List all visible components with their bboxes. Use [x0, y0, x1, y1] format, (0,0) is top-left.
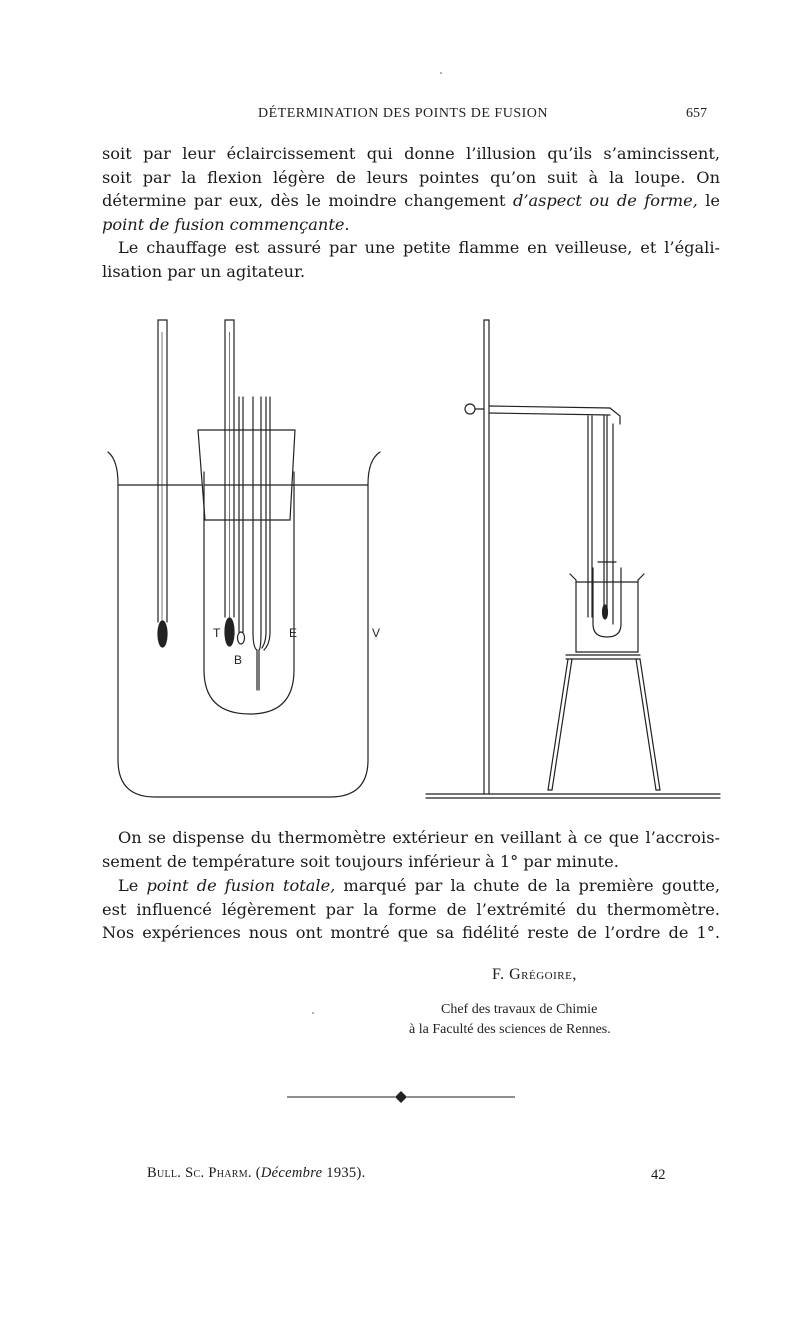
journal-citation [147, 1165, 366, 1182]
text-line: Le chauffage est assuré par une petite flamme en veilleuse, et l’égali- [118, 238, 720, 257]
italic-run: point de fusion totale, [146, 876, 336, 895]
text-run: détermine par eux, dès le moindre changement [102, 191, 513, 210]
scan-speck [312, 1012, 314, 1014]
page-number: 657 [686, 106, 707, 121]
apparatus-figure [100, 312, 725, 812]
text-run: le [697, 191, 720, 210]
section-separator [287, 1088, 515, 1106]
paragraph-3 [102, 826, 720, 873]
italic-run: point de fusion commençante. [102, 214, 350, 234]
issue-year: 1935). [322, 1165, 366, 1181]
external-thermometer-drawing [158, 320, 167, 647]
text-line: soit par la flexion légère de leurs pointes qu’on suit à la loupe. On [102, 167, 720, 187]
text-run: Le [118, 876, 147, 895]
stand-drawing [426, 320, 720, 798]
author-title: Chef des travaux de Chimie [441, 1002, 598, 1017]
text-line [102, 189, 720, 213]
text-line: lisation par un agitateur. [102, 261, 306, 281]
journal-name: Bull. Sc. Pharm. ( [147, 1165, 261, 1181]
tripod-drawing [548, 655, 660, 790]
inner-tube-drawing [198, 430, 298, 714]
author-name: F. Grégoire, [492, 966, 577, 983]
text-line [102, 874, 720, 898]
label-E: E [289, 626, 298, 640]
paragraph-1 [102, 142, 720, 236]
text-line [102, 213, 720, 237]
paragraph-4 [102, 874, 720, 945]
label-T: T [213, 626, 221, 640]
text-line: sement de température soit toujours inférieur à 1° par minute. [102, 851, 619, 871]
text-line: est influencé légèrement par la forme de l’extrémité du thermomètre. [102, 899, 720, 919]
label-V: V [372, 626, 381, 640]
italic-run: d’aspect ou de forme, [512, 191, 698, 210]
paragraph-2 [102, 236, 720, 283]
small-thermometers-drawing [588, 416, 613, 624]
label-B: B [234, 653, 243, 667]
text-run: marqué par la chute de la première goutte, [335, 876, 720, 895]
author-affiliation: à la Faculté des sciences de Rennes. [409, 1022, 611, 1037]
text-line: On se dispense du thermomètre extérieur en veillant à ce que l’accrois- [118, 828, 720, 847]
diamond-ornament-icon [395, 1091, 407, 1103]
scan-speck [440, 72, 442, 74]
text-line: soit par leur éclaircissement qui donne l’illusion qu’ils s’amincissent, [102, 144, 720, 163]
sheet-number: 42 [651, 1167, 666, 1183]
issue-month: Décembre [260, 1165, 323, 1181]
text-line: Nos expériences nous ont montré que sa fidélité reste de l’ordre de 1°. [102, 923, 720, 942]
running-title: DÉTERMINATION DES POINTS DE FUSION [258, 106, 548, 121]
